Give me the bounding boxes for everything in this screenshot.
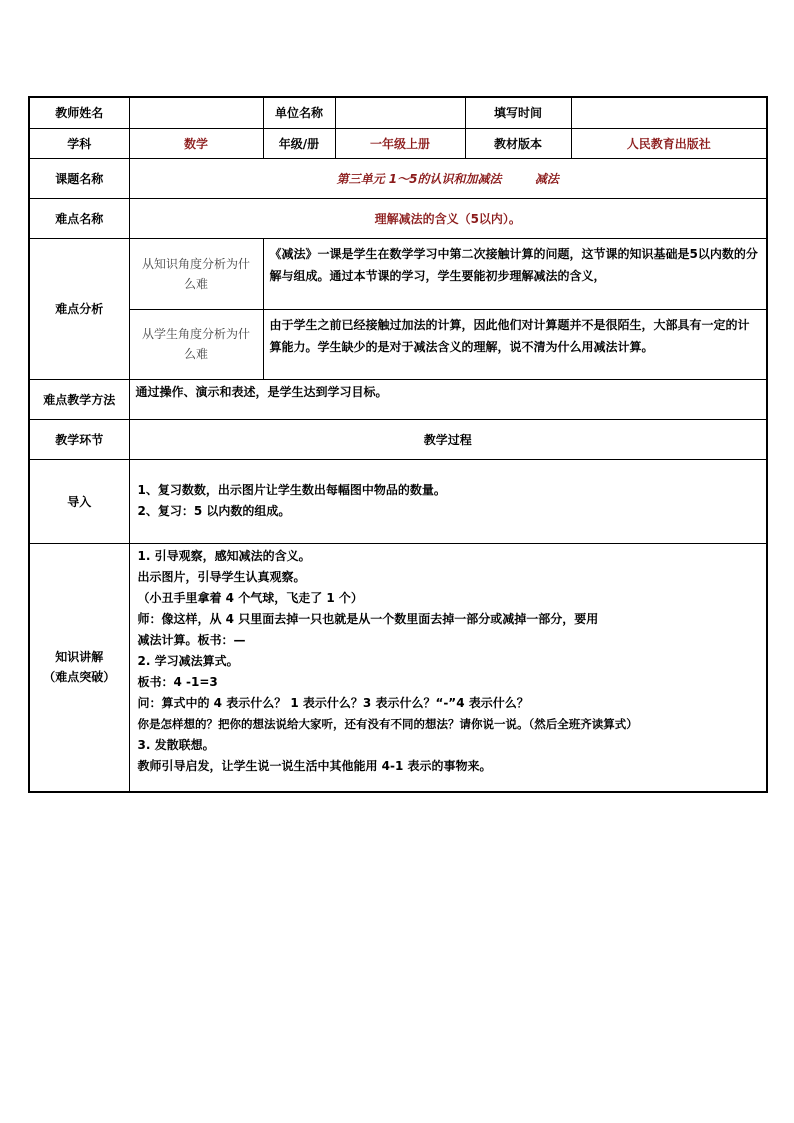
- fill-date-value: [571, 97, 767, 128]
- knowledge-line: 教师引导启发，让学生说一说生活中其他能用 4-1 表示的事物来。: [137, 758, 492, 773]
- subject-label: 学科: [29, 128, 129, 158]
- knowledge-line: （小丑手里拿着 4 个气球，飞走了 1 个）: [137, 590, 363, 605]
- lesson-title-value: 第三单元 1～5的认识和加减法 减法: [129, 158, 767, 198]
- knowledge-line: 师：像这样，从 4 只里面去掉一只也就是从一个数里面去掉一部分或减掉一部分，要用: [137, 611, 599, 626]
- analysis-label: 难点分析: [29, 238, 129, 379]
- difficulty-row: [29, 198, 767, 238]
- knowledge-label-cell: [29, 543, 129, 792]
- knowledge-line: 1. 引导观察，感知减法的含义。: [137, 548, 311, 563]
- unit-name-value: [335, 97, 465, 128]
- analysis-student-row: [29, 309, 767, 379]
- knowledge-line: 3. 发散联想。: [137, 737, 215, 752]
- edition-value: 人民教育出版社: [571, 128, 767, 158]
- grade-value: 一年级上册: [335, 128, 465, 158]
- difficulty-label: 难点名称: [29, 198, 129, 238]
- fill-date-label: 填写时间: [465, 97, 571, 128]
- knowledge-row: [29, 543, 767, 792]
- lesson-title-row: [29, 158, 767, 198]
- method-text: 通过操作、演示和表述，是学生达到学习目标。: [129, 379, 767, 419]
- intro-label: 导入: [29, 459, 129, 543]
- knowledge-label: 知识讲解: [55, 650, 104, 665]
- process-header-label: 教学过程: [129, 419, 767, 459]
- intro-line: 1、复习数数，出示图片让学生数出每幅图中物品的数量。: [137, 483, 446, 497]
- knowledge-line: 问：算式中的 4 表示什么？ 1 表示什么？3 表示什么？“-”4 表示什么？: [137, 695, 529, 710]
- difficulty-value: 理解减法的含义（5以内）。: [129, 198, 767, 238]
- edition-label: 教材版本: [465, 128, 571, 158]
- knowledge-line: 减法计算。板书：—: [137, 632, 246, 647]
- grade-label: 年级/册: [263, 128, 335, 158]
- lesson-title-label: 课题名称: [29, 158, 129, 198]
- unit-name-label: 单位名称: [263, 97, 335, 128]
- knowledge-line: 2. 学习减法算式。: [137, 653, 239, 668]
- header-row-2: [29, 128, 767, 158]
- knowledge-angle-text: 《减法》一课是学生在数学学习中第二次接触计算的问题，这节课的知识基础是5以内数的分解与组成。通过本节课的学习，学生要能初步理解减法的含义，: [263, 238, 767, 309]
- lesson-plan-table: [28, 96, 768, 793]
- intro-content: [129, 459, 767, 543]
- student-angle-label: 从学生角度分析为什么难: [129, 309, 263, 379]
- header-row-1: [29, 97, 767, 128]
- student-angle-text: 由于学生之前已经接触过加法的计算，因此他们对计算题并不是很陌生，大部具有一定的计算能力。学生缺少的是对于减法含义的理解，说不清为什么用减法计算。: [263, 309, 767, 379]
- stage-header-label: 教学环节: [29, 419, 129, 459]
- method-label: 难点教学方法: [29, 379, 129, 419]
- subject-value: 数学: [129, 128, 263, 158]
- analysis-knowledge-row: [29, 238, 767, 309]
- knowledge-angle-label: 从知识角度分析为什么难: [129, 238, 263, 309]
- process-header-row: [29, 419, 767, 459]
- knowledge-line: 出示图片，引导学生认真观察。: [137, 569, 306, 584]
- teacher-name-value: [129, 97, 263, 128]
- intro-row: [29, 459, 767, 543]
- intro-line: 2、复习：5 以内数的组成。: [137, 504, 291, 518]
- knowledge-line: 板书：4 -1=3: [137, 674, 218, 689]
- knowledge-line: 你是怎样想的？把你的想法说给大家听，还有没有不同的想法？请你说一说。（然后全班齐读算式）: [137, 716, 638, 731]
- knowledge-sublabel: （难点突破）: [43, 670, 116, 685]
- teacher-name-label: 教师姓名: [29, 97, 129, 128]
- knowledge-content: [129, 543, 767, 792]
- lesson-plan-page: [28, 96, 766, 793]
- method-row: [29, 379, 767, 419]
